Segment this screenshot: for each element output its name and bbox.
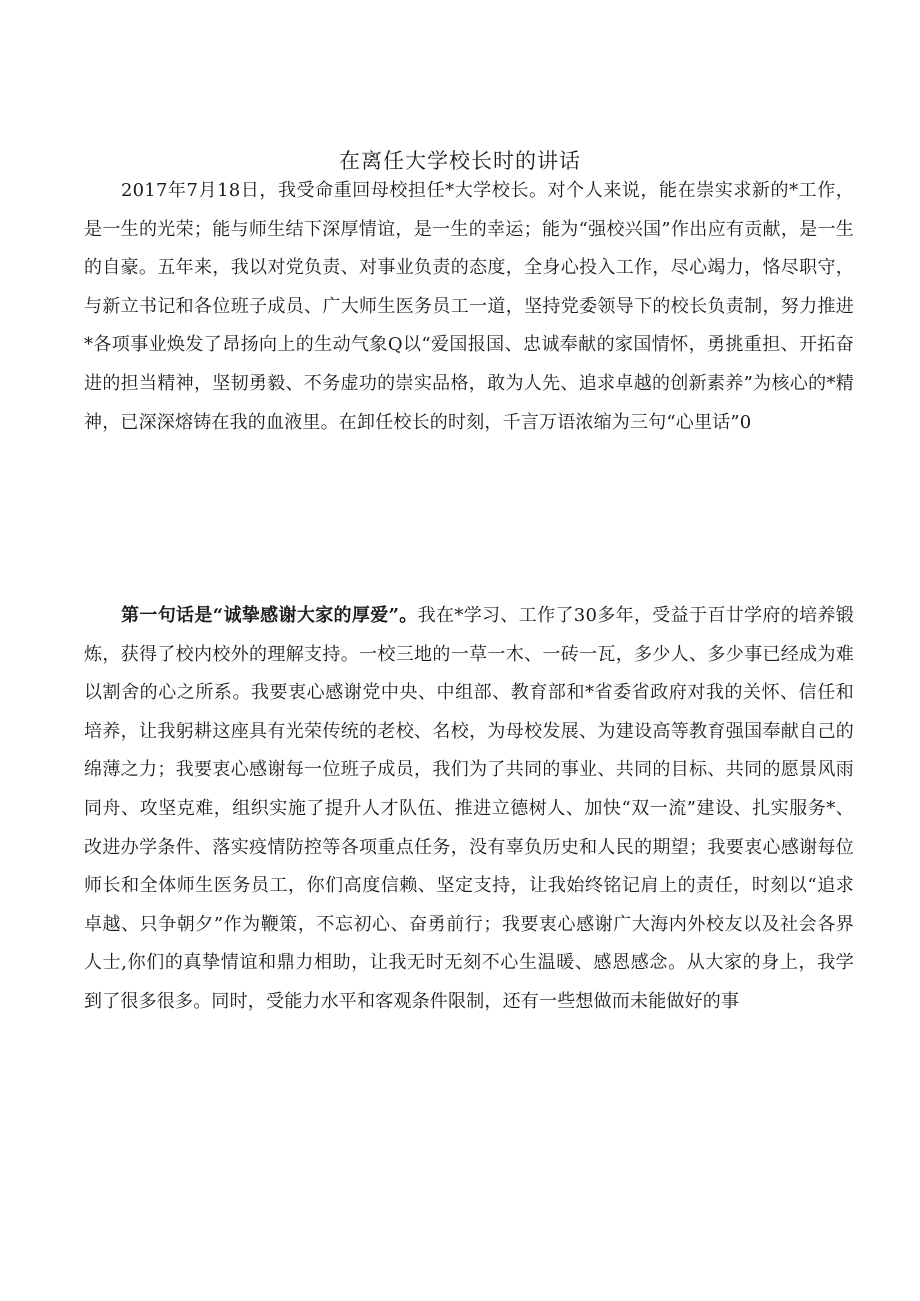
document-title: 在离任大学校长时的讲话 xyxy=(339,149,581,173)
paragraph-1 xyxy=(84,172,854,442)
paragraph-2 xyxy=(84,597,854,1022)
paragraph-2-text: 我在*学习、工作了30多年，受益于百廿学府的培养锻炼，获得了校内校外的理解支持。一校三地的一草一木、一砖一瓦，多少人、多少事已经成为难以割舍的心之所系。我要衷心感谢党中央、中组部、教育部和*省委省政府对我的关怀、信任和培养，让我躬耕这座具有光荣传统的老校、名校，为母校发展、为建设高等教育强国奉献自己的绵薄之力；我要衷心感谢每一位班子成员，我们为了共同的事业、共同的目标、共同的愿景风雨同舟、攻坚克难，组织实施了提升人才队伍、推进立德树人、加快“双一流”建设、扎实服务*、改进办学条件、落实疫情防控等各项重点任务，没有辜负历史和人民的期望；我要衷心感谢每位师长和全体师生医务员工，你们高度信赖、坚定支持，让我始终铭记肩上的责任，时刻以“追求卓越、只争朝夕”作为鞭策，不忘初心、奋勇前行；我要衷心感谢广大海内外校友以及社会各界人士,你们的真挚情谊和鼎力相助，让我无时无刻不心生温暖、感恩感念。从大家的身上，我学到了很多很多。同时，受能力水平和客观条件限制，还有一些想做而未能做好的事 xyxy=(84,605,854,1012)
paragraph-2-lead: 第一句话是“诚挚感谢大家的厚爱”。 xyxy=(121,605,418,626)
paragraph-1-text: 2017年7月18日，我受命重回母校担任*大学校长。对个人来说，能在崇实求新的*工作，是一生的光荣；能与师生结下深厚情谊，是一生的幸运；能为“强校兴国”作出应有贡献，是一生的自豪。五年来，我以对党负责、对事业负责的态度，全身心投入工作，尽心竭力，恪尽职守，与新立书记和各位班子成员、广大师生医务员工一道，坚持党委领导下的校长负责制，努力推进*各项事业焕发了昂扬向上的生动气象Q以“爱国报国、忠诚奉献的家国情怀，勇挑重担、开拓奋进的担当精神，坚韧勇毅、不务虚功的崇实品格，敢为人先、追求卓越的创新素养”为核心的*精神，已深深熔铸在我的血液里。在卸任校长的时刻，千言万语浓缩为三句“心里话”0 xyxy=(84,180,854,433)
